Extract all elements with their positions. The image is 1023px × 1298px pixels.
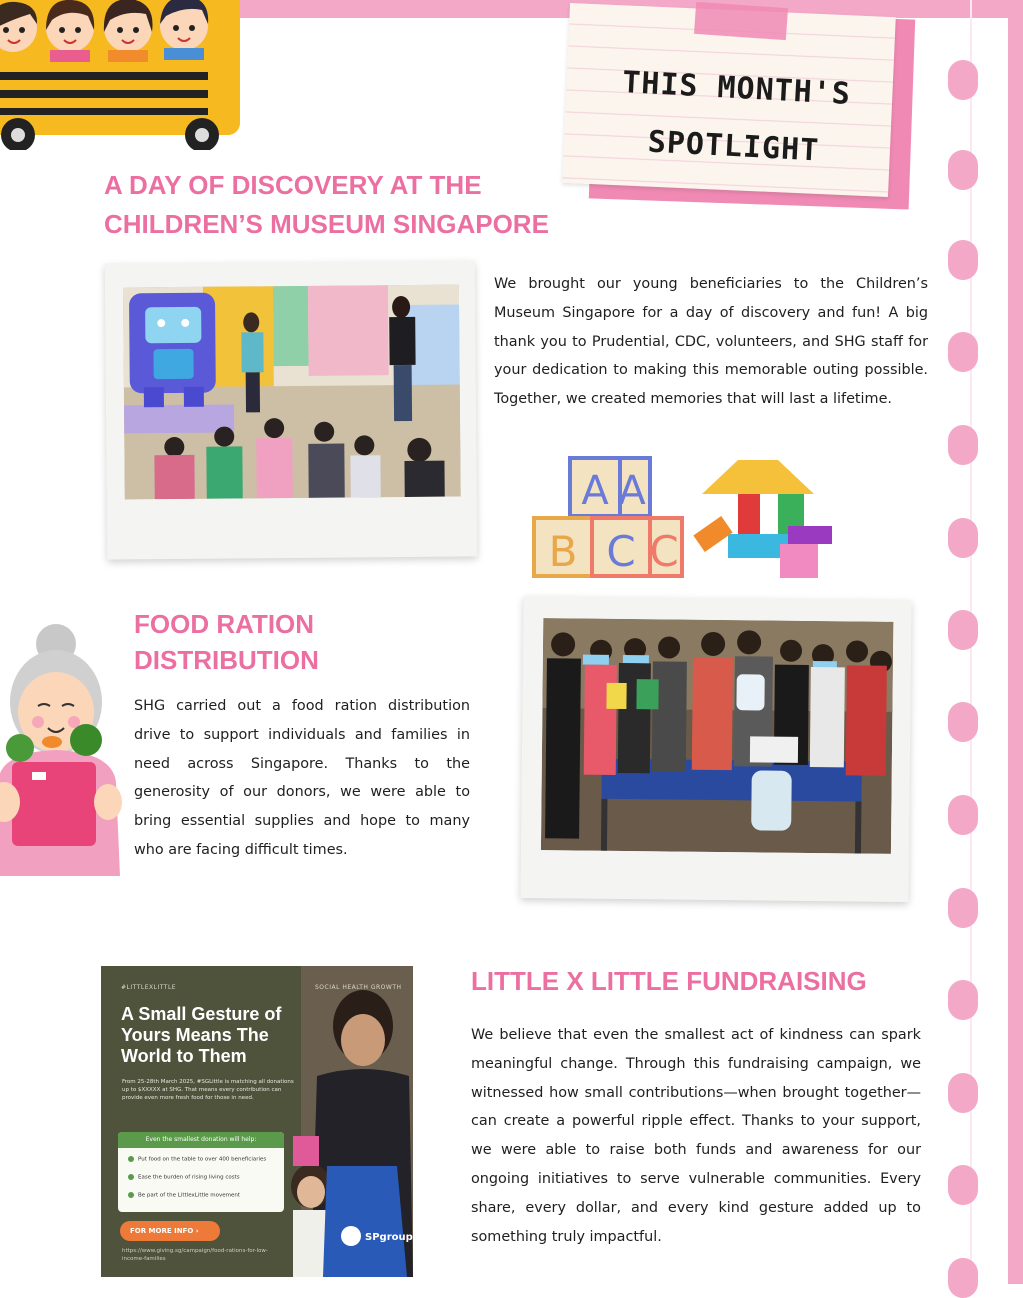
poster-title <box>121 1004 311 1067</box>
museum-body: We brought our young beneficiaries to the Children’s Museum Singapore for a day of discovery and fun! A big thank you to Prudential, CDC, volunteers, and SHG staff for your dedication to making this memorable outing possible. Together, we created memories that will last a lifetime. <box>494 276 928 408</box>
block-red <box>738 494 760 534</box>
food-body: SHG carried out a food ration distribution drive to support individuals and families in need across Singapore. Thanks to the generosity of our donors, we were able to bring essential supplies and hope to many who are facing difficult times. <box>134 698 470 858</box>
poster-check-item <box>128 1156 266 1163</box>
block-letter: C <box>649 527 679 576</box>
binder-ring <box>948 795 978 835</box>
poster-body: From 25-28th March 2025, #SGLittle is matching all donations up to $XXXXX at SHG. That means every contribution can provide even more fresh food for those in need. <box>122 1079 294 1101</box>
spotlight-note-tape <box>694 2 788 40</box>
child-face <box>160 0 208 60</box>
child-face <box>104 0 153 62</box>
poster-more-info-button[interactable] <box>120 1221 220 1241</box>
binder-ring <box>948 332 978 372</box>
letter-block <box>534 518 592 576</box>
school-bus-illustration <box>0 0 242 150</box>
poster-check-label: Be part of the LittlexLittle movement <box>138 1192 241 1199</box>
food-photo <box>541 618 893 854</box>
poster-check-item <box>128 1174 240 1181</box>
block-letter: C <box>606 527 636 576</box>
binder-ring <box>948 702 978 742</box>
binder-ring <box>948 610 978 650</box>
food-photo-frame <box>520 596 911 902</box>
poster-checklist <box>118 1132 284 1212</box>
arrow-right-icon: › <box>195 1227 199 1235</box>
poster-check-label: Ease the burden of rising living costs <box>138 1174 240 1181</box>
spotlight-title <box>587 52 883 183</box>
poster-title-line3: World to Them <box>121 1046 247 1066</box>
poster-brand-left: #LITTLEXLITTLE <box>121 984 177 991</box>
letter-block <box>618 458 650 516</box>
food-heading-line1: FOOD RATION <box>134 609 315 639</box>
page-right-border <box>1008 0 1023 1284</box>
poster-brand-right: SOCIAL HEALTH GROWTH <box>315 984 402 991</box>
bag-logo-text: SPgroup <box>365 1232 413 1243</box>
binder-ring <box>948 1073 978 1113</box>
food-heading-line2: DISTRIBUTION <box>134 645 319 675</box>
grandmother-illustration <box>0 622 122 876</box>
block-letter: A <box>581 468 609 514</box>
poster-title-line1: A Small Gesture of <box>121 1004 282 1024</box>
museum-heading-line1: A DAY OF DISCOVERY AT THE <box>104 170 482 200</box>
poster-title-line2: Yours Means The <box>121 1025 269 1045</box>
block-letter: B <box>548 527 578 576</box>
fundraising-poster <box>101 966 413 1277</box>
poster-checklist-title: Even the smallest donation will help: <box>118 1132 284 1148</box>
check-icon <box>128 1192 134 1198</box>
food-heading <box>134 606 454 678</box>
fundraising-body: We believe that even the smallest act of kindness can spark meaningful change. Through this fundraising campaign, we witnessed how small contributions—when brought together—can create a powerful ripple effect. Thanks to your support, we were able to raise both funds and awareness for our ongoing initiatives to serve vulnerable communities. Every share, every dollar, and every kind gesture added up to something truly impactful. <box>471 1027 921 1245</box>
check-icon <box>128 1156 134 1162</box>
museum-heading <box>104 166 584 244</box>
poster-more-info-label: FOR MORE INFO <box>130 1227 194 1235</box>
letter-block <box>649 518 682 576</box>
poster-check-label: Put food on the table to over 400 beneficiaries <box>138 1156 267 1163</box>
binder-ring <box>948 1258 978 1298</box>
binder-ring <box>948 888 978 928</box>
binder-ring <box>948 980 978 1020</box>
binder-ring <box>948 60 978 100</box>
fundraising-heading: LITTLE X LITTLE FUNDRAISING <box>471 966 867 996</box>
block-letter: A <box>618 468 646 514</box>
poster-check-item <box>128 1192 240 1199</box>
museum-photo-frame <box>105 260 478 559</box>
poster-url[interactable]: https://www.giving.sg/campaign/food-rations-for-low-income-families <box>122 1248 268 1262</box>
toy-blocks-illustration <box>528 454 838 582</box>
binder-ring <box>948 518 978 558</box>
spotlight-title-line1: THIS MONTH'S <box>621 65 852 113</box>
binder-ring <box>948 1165 978 1205</box>
child-face <box>46 0 94 62</box>
block-blue <box>728 534 788 558</box>
check-icon <box>128 1174 134 1180</box>
museum-photo <box>123 285 461 500</box>
letter-block <box>592 518 650 576</box>
binder-ring <box>948 425 978 465</box>
block-orange <box>693 516 732 552</box>
spotlight-title-line2: SPOTLIGHT <box>646 124 821 169</box>
letter-block <box>570 458 620 516</box>
binder-ring <box>948 240 978 280</box>
block-pink <box>780 544 818 578</box>
binder-ring <box>948 150 978 190</box>
museum-heading-line2: CHILDREN’S MUSEUM SINGAPORE <box>104 209 549 239</box>
block-purple <box>788 526 832 544</box>
block-roof <box>702 460 814 494</box>
